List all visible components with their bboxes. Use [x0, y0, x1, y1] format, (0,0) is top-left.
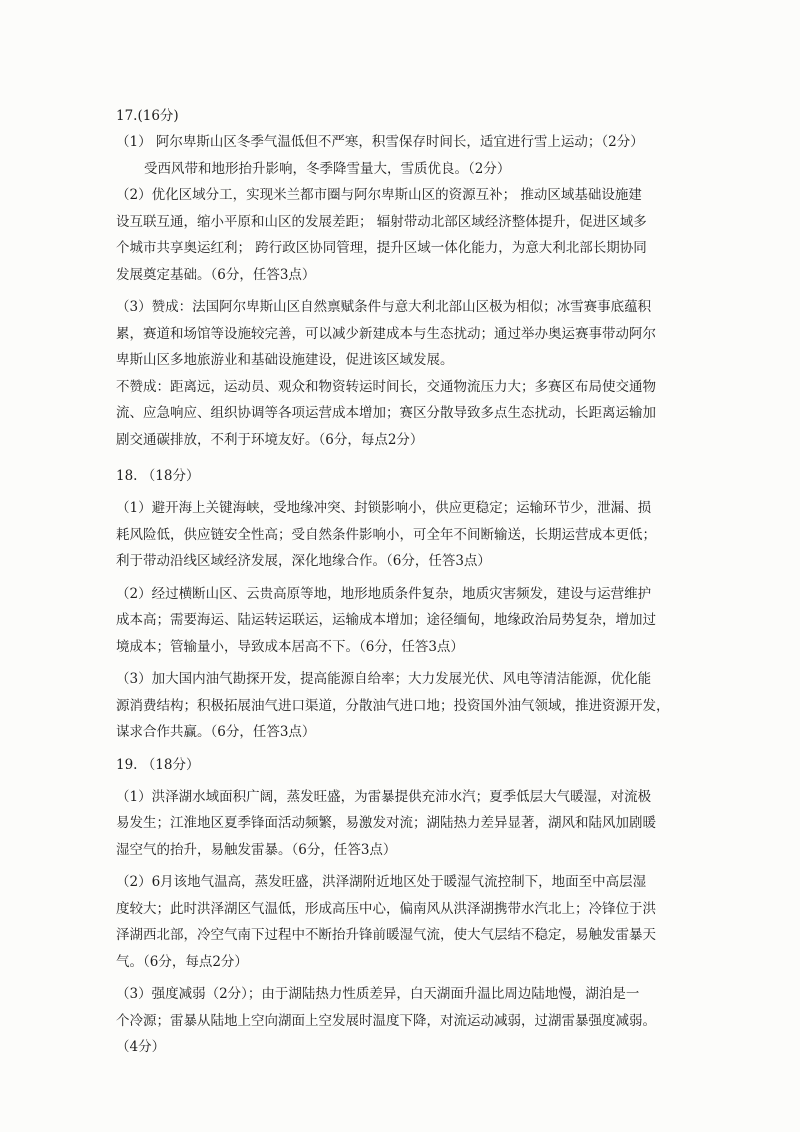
question-17-part-2 — [116, 182, 692, 288]
question-17-part-3 — [116, 294, 692, 453]
question-17-heading: 17.(16分) — [116, 108, 179, 124]
text-line: 湿空气的抬升，易触发雷暴。（6分，任答3点） — [116, 841, 397, 858]
text-line: 境成本；管输量小，导致成本居高不下。（6分，任答3点） — [116, 638, 464, 655]
text-line: （3）加大国内油气勘探开发，提高能源自给率；大力发展光伏、风电等清洁能源，优化能 — [116, 671, 652, 687]
question-18-heading: 18. （18分） — [116, 468, 200, 484]
text-line: （2）优化区域分工，实现米兰都市圈与阿尔卑斯山区的资源互补； 推动区域基础设施建 — [116, 187, 642, 203]
text-line: （2）经过横断山区、云贵高原等地，地形地质条件复杂，地质灾害频发，建设与运营维护 — [116, 585, 652, 602]
text-line: 泽湖西北部，冷空气南下过程中不断抬升锋前暖湿气流，使大气层结不稳定，易触发雷暴天 — [116, 927, 656, 943]
text-line: 利于带动沿线区域经济发展，深化地缘合作。（6分，任答3点） — [116, 553, 491, 569]
text-line: 剧交通碳排放，不利于环境友好。（6分，每点2分） — [116, 431, 424, 448]
question-17-part-1 — [116, 129, 692, 182]
text-line: 累，赛道和场馆等设施较完善，可以减少新建成本与生态扰动；通过举办奥运赛事带动阿尔 — [116, 325, 656, 342]
text-line: （1）避开海上关键海峡，受地缘冲突、封锁影响小，供应更稳定；运输环节少，泄漏、损 — [116, 500, 652, 516]
text-line: 个冷源；雷暴从陆地上空向湖面上空发展时温度下降，对流运动减弱，过湖雷暴强度减弱。 — [116, 1012, 656, 1029]
text-line: 设互联互通，缩小平原和山区的发展差距； 辐射带动北部区域经济整体提升，促进区域多 — [116, 213, 647, 230]
text-line: 流、应急响应、组织协调等各项运营成本增加；赛区分散导致多点生态扰动，长距离运输加 — [116, 405, 656, 421]
text-line: 发展奠定基础。（6分，任答3点） — [116, 266, 316, 283]
text-line: 卑斯山区多地旅游业和基础设施建设，促进该区域发展。 — [116, 352, 454, 368]
question-18-part-2 — [116, 581, 692, 661]
question-19-part-3 — [116, 981, 692, 1061]
text-line: （1）洪泽湖水域面积广阔，蒸发旺盛，为雷暴提供充沛水汽；夏季低层大气暖湿，对流极 — [116, 788, 652, 805]
text-line: （1） 阿尔卑斯山区冬季气温低但不严寒，积雪保存时间长，适宜进行雪上运动；（2分） — [116, 134, 644, 150]
text-line: （4分） — [116, 1039, 166, 1055]
answer-content — [116, 103, 692, 1061]
text-line: 易发生；江淮地区夏季锋面活动频繁，易激发对流；湖陆热力差异显著，湖风和陆风加剧暖 — [116, 815, 656, 831]
text-line: 个城市共享奥运红利； 跨行政区协同管理，提升区域一体化能力，为意大利北部长期协同 — [116, 240, 647, 256]
text-line: 耗风险低，供应链安全性高；受自然条件影响小，可全年不间断输送，长期运营成本更低； — [116, 526, 656, 543]
text-line: 气。（6分，每点2分） — [116, 953, 248, 970]
question-18-part-1 — [116, 495, 692, 575]
text-line: 受西风带和地形抬升影响，冬季降雪量大，雪质优良。（2分） — [144, 160, 511, 177]
text-line: 不赞成：距离远，运动员、观众和物资转运时间长，交通物流压力大；多赛区布局使交通物 — [116, 378, 656, 395]
text-line: 谋求合作共赢。（6分，任答3点） — [116, 724, 316, 740]
question-18-part-3 — [116, 666, 692, 746]
question-19-part-1 — [116, 784, 692, 864]
text-line: （3）赞成：法国阿尔卑斯山区自然禀赋条件与意大利北部山区极为相似；冰雪赛事底蕴积 — [116, 299, 652, 315]
text-line: 成本高；需要海运、陆运转运联运，运输成本增加；途径缅甸，地缘政治局势复杂，增加过 — [116, 612, 656, 628]
text-line: 度较大；此时洪泽湖区气温低，形成高压中心，偏南风从洪泽湖携带水汽北上；冷锋位于洪 — [116, 900, 656, 917]
text-line: 源消费结构；积极拓展油气进口渠道，分散油气进口地；投资国外油气领域，推进资源开发， — [116, 697, 670, 714]
question-19-part-2 — [116, 869, 692, 975]
text-line: （2）6月该地气温高，蒸发旺盛，洪泽湖附近地区处于暖湿气流控制下，地面至中高层湿 — [116, 874, 647, 890]
question-19-heading: 19. （18分） — [116, 756, 200, 773]
text-line: （3）强度减弱（2分）；由于湖陆热力性质差异，白天湖面升温比周边陆地慢，湖泊是一 — [116, 986, 640, 1002]
